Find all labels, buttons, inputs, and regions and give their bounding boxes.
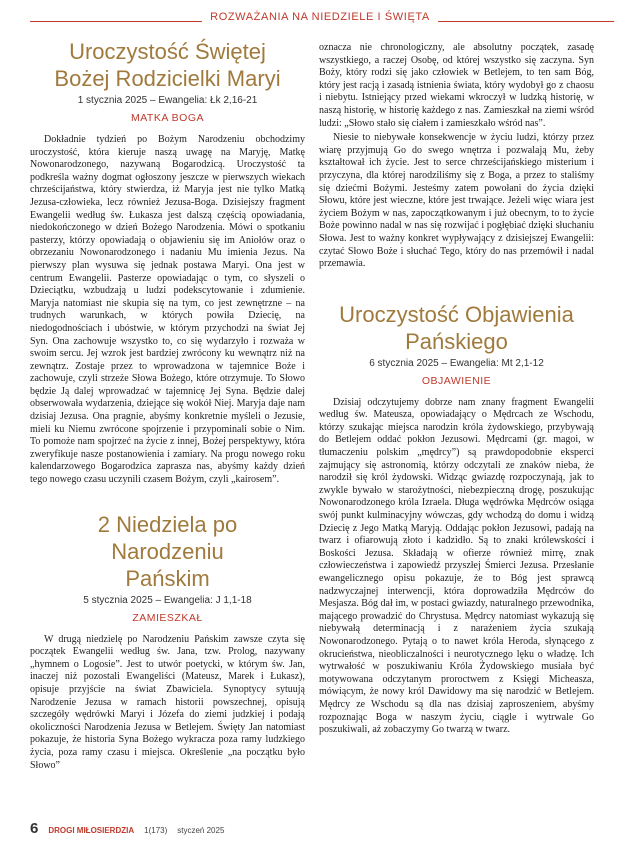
- article-epiphany: [319, 301, 594, 737]
- article-date-gospel: 5 stycznia 2025 – Ewangelia: J 1,1-18: [83, 594, 252, 606]
- continued-paragraph: oznacza nie chronologiczny, ale absolutny początek, zasadę wszystkiego, a raczej Osobę, od której wszystko się zaczyna. Syn Boży, który rodzi się jako człowiek w Betlejem, to ten sam Bóg, który jest racją i zasadą istnienia świata, który wydobył go z chaosu i niebytu. Istniejący przed wiekami wkroczył w ludzką historię, w naszą historię, w historię każdego z nas. Zamieszkał na ziemi wśród ludzi: „Słowo stało się ciałem i zamieszkało wśród nas”.: [319, 42, 594, 129]
- article-title: 2 Niedziela po Narodzeniu Pańskim: [97, 511, 238, 591]
- article-mother-of-god: [30, 38, 305, 487]
- article-body: W drugą niedzielę po Narodzeniu Pańskim zawsze czyta się początek Ewangelii według św. Jana, tzw. Prolog, nazywany „hymnem o Logosie”. Jest to utwór poetycki, w którym św. Jan, inaczej niż pozostali Ewangeliści (Mateusz, Marek i Łukasz), opisuje przyjście na świat Zbawiciela. Synoptycy sytuują Narodzenie Jezusa w ramach historii powszechnej, opisują szczegóły wędrówki Maryi i Józefa do ziemi judzkiej i podają okoliczności Narodzenia Jezusa w Betlejem. Święty Jan natomiast pokazuje, że historia Syna Bożego wykracza poza ramy ludzkiego życia, poza ramy czasu i miejsca. Określenie „na początku było Słowo”: [30, 633, 305, 771]
- article-date-gospel: 1 stycznia 2025 – Ewangelia: Łk 2,16-21: [77, 95, 258, 106]
- article-body: Dzisiaj odczytujemy dobrze nam znany fragment Ewangelii według św. Mateusza, opowiadający o Mędrcach ze Wschodu, którzy szukając miejsca narodzin króla żydowskiego, przybywają do Betlejem oddać pokłon Jezusowi. Mędrcami (gr. magoi, w tłumaczeniu polskim „mędrcy”) są prawdopodobnie eksperci zajmujący się astronomią, którzy odczytali ze znaków nieba, że narodził się król żydowski. Widząc gwiazdę rozpoczynają, jak to zwykle bywało w starożytności, niebezpieczną drogę, poszukując Nowonarodzonego króla Izraela. Długa wędrówka Mędrców osiąga swój punkt kulminacyjny wówczas, gdy wchodzą do domu i widzą Dziecię z Jego Matką Maryją. Oddając pokłon Jezusowi, padają na twarz i ofiarowują złoto i kadzidło. Są to znaki królewskości i Boskości Jezusa. Składają w ofierze również mirrę, znak człowieczeństwa i zapowiedź przyszłej Śmierci Jezusa. Przesłanie ewangelicznego opisu pokazuje, że to Bóg jest sprawcą nadzwyczajnej interwencji, która doprowadziła Mędrców do Mesjasza. Bóg dał im, w postaci gwiazdy, naturalnego przewodnika, mającego prowadzić do Chrystusa. Mędrcy natomiast wykazują się niebywałą determinacją i z narażeniem życia szukają Nowonarodzonego. Pytają o to nawet króla Heroda, słynącego z okrucieństwa, nieobliczalności i neurotycznego lęku o władzę. Ich wytrwałość w poszukiwaniu Króla Żydowskiego musiała być motywowana odczytanym proroctwem z Księgi Micheasza, mówiącym, że nowy król Dawidowy ma się narodzić w Betlejem. Mędrcy ze Wschodu są dla nas dzisiaj zaproszeniem, abyśmy rozpoznając Boga w naszym życiu, ciągle i wytrwale Go poszukiwali, aż zobaczymy Go twarzą w twarz.: [319, 396, 594, 736]
- right-column: [319, 42, 594, 737]
- article-kicker: OBJAWIENIE: [421, 374, 492, 387]
- page-footer: [30, 820, 224, 837]
- article-title: Uroczystość Świętej Bożej Rodzicielki Maryi: [54, 39, 281, 91]
- issue-date: styczeń 2025: [177, 826, 225, 835]
- article-title: Uroczystość Objawienia Pańskiego: [339, 301, 574, 354]
- page-number: 6: [30, 820, 39, 837]
- section-header: [0, 11, 640, 23]
- article-body: Dokładnie tydzień po Bożym Narodzeniu obchodzimy uroczystość, która kieruje naszą uwagę na Maryję, Matkę Nowonarodzonego, nazywaną Bogarodzicą. Uroczystość ta podkreśla ważny dogmat ogłoszony jeszcze w pierwszych wiekach chrześcijaństwa, który stwierdza, iż Maryja jest nie tylko Matką Jezusa-człowieka, lecz również Jezusa-Boga. Dzisiejszy fragment Ewangelii według św. Łukasza jest dalszą częścią opowiadania, niedokończonego w dzień Bożego Narodzenia. Mówi o spotkaniu pasterzy, którzy opowiadają o objawieniu się im Aniołów oraz o obrzezaniu Nowonarodzonego i nadaniu Mu imienia Jezus. Na pierwszy plan wysuwa się jednak postawa Maryi. Ona jest w centrum Ewangelii. Pasterze opowiadając o tym, co słyszeli o Dzieciątku, wzbudzają u ludzi podekscytowanie i zdumienie. Maryja natomiast nie skupia się na tym, co jest zewnętrzne – na trudnych warunkach, w których powiła Dziecię, na niedogodnościach i ubóstwie, w którym przychodzi na świat Jej Syn. Ona zachowuje wszystko to, co się wydarzyło i rozważa w swoim sercu. Jej wzrok jest bardziej zwrócony ku wewnątrz niż na zewnątrz. Zostaje przez to wprowadzona w tajemnice Boże i zachowuje, czyli strzeże Słowa Bożego, które otrzymuje. To Słowo będzie Ją dalej wprowadzać w tajemnicę Jej Syna. Będzie dalej obserwowała wydarzenia, dziejące się wokół Niej. Maryja daje nam dzisiaj Jezusa. Ona pragnie, abyśmy konkretnie myśleli o Jezusie, mieli ku Niemu zwrócone spojrzenie i przypominali sobie o Nim. To pomoże nam spojrzeć na życie z innej, Bożej perspektywy, która zweryfikuje nasze postanowienia i zamiary. Na progu nowego roku kalendarzowego Bogarodzica zaprasza nas, abyśmy każdy dzień tego nowego czasu uczynili czasem Bożym, czyli „kairosem”.: [30, 134, 305, 486]
- article-kicker: ZAMIESZKAŁ: [132, 611, 203, 624]
- article-kicker: MATKA BOGA: [130, 112, 205, 124]
- issue-number: 1(173): [144, 826, 168, 835]
- magazine-name: DROGI MIŁOSIERDZIA: [48, 826, 135, 835]
- left-column: [30, 38, 305, 772]
- article-date-gospel: 6 stycznia 2025 – Ewangelia: Mt 2,1-12: [369, 357, 544, 369]
- article-second-sunday: [30, 511, 305, 773]
- continued-paragraph: Niesie to niebywałe konsekwencje w życiu ludzi, którzy przez wiarę przyjmują Go do swego wnętrza i pozwalają Mu, żeby kształtował ich życie. Jest to serce chrześcijańskiego misterium i przyczyna, dla której narodziliśmy się z Boga, a przez to staliśmy się dziećmi Bożymi. Jesteśmy zatem powołani do życia dzięki Słowu, które jest wieczne, które jest trwające. Jeżeli więc wiara jest życiem Bożym w nas, zapoczątkowanym i już obecnym, to to życie Boże powinno nadal w nas się rozwijać i pogłębiać dzięki słuchaniu Słowa. Jest to ważny konkret wypływający z dzisiejszej Ewangelii: czytać Słowo Boże i słuchać Tego, który do nas przemówił i nadal przemawia.: [319, 132, 594, 270]
- section-header-label: ROZWAŻANIA NA NIEDZIELE I ŚWIĘTA: [202, 11, 438, 23]
